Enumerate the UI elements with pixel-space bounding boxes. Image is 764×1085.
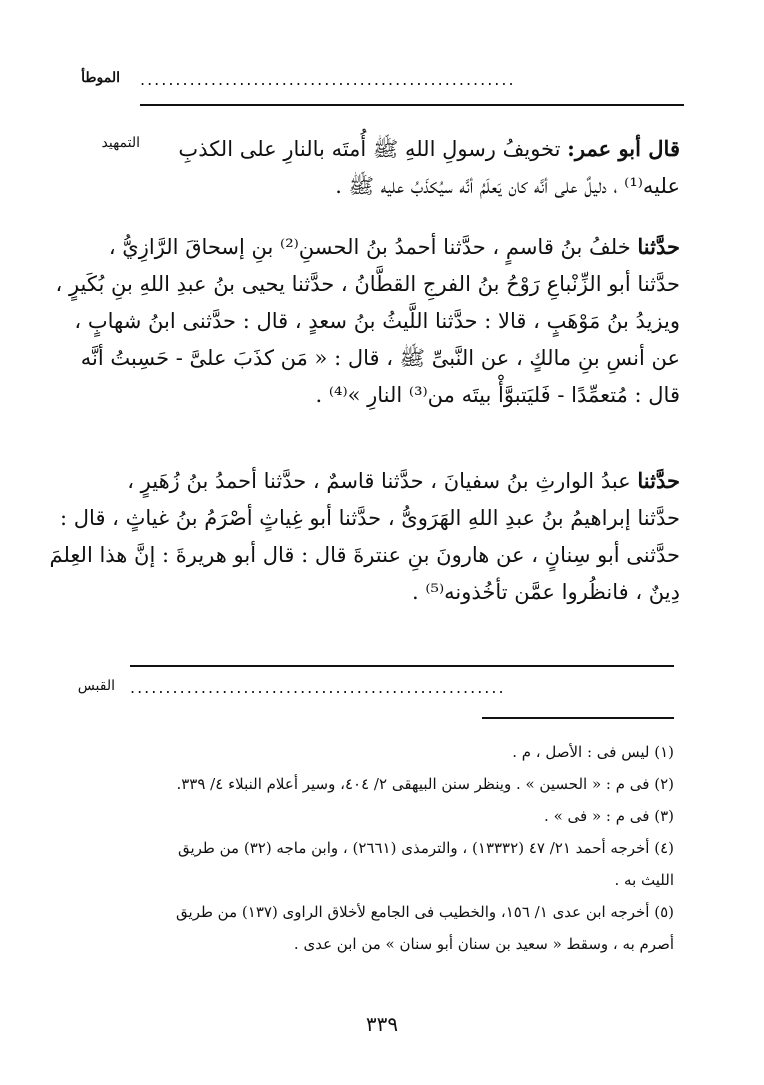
section-2-lead: حدَّثنا	[637, 234, 680, 259]
section-1-line-2: عليه⁽¹⁾ ، دليلٌ على أنَّه كان يَعلَمُ أنَّه سيُكذَبُ عليه ﷺ .	[335, 174, 680, 198]
footnote-4: (٤) أخرجه أحمد ٢١/ ٤٧ (١٣٣٣٢) ، والترمذى (٢٦٦١) ، وابن ماجه (٣٢) من طريق	[177, 839, 674, 857]
section-2-line-2: حدَّثنا أبو الزِّنْباعِ رَوْحُ بنُ الفرجِ القطَّانُ ، حدَّثنا يحيى بنُ عبدِ اللهِ بنِ بُكَيرٍ ،	[55, 272, 680, 296]
footnote-5-cont: أصرم به ، وسقط « سعيد بن سنان أبو سنان » من ابن عدى .	[293, 935, 674, 953]
page-number: ٣٣٩	[365, 1012, 399, 1036]
footnote-4-cont: الليث به .	[614, 871, 674, 889]
side-label-qabas: القبس	[77, 678, 115, 694]
header-rule	[140, 104, 684, 106]
qabas-dots: .....................................................	[130, 678, 506, 697]
side-label-tamheed: التمهيد	[101, 135, 140, 151]
section-1-line-1-text: تخويفُ رسولِ اللهِ ﷺ أُمتَه بالنارِ على الكذبِ	[178, 137, 561, 161]
section-3-line-2: حدَّثنا إبراهيمُ بنُ عبدِ اللهِ الهَرَوىُّ ، حدَّثنا أبو غِياثٍ أصْرَمُ بنُ غياثٍ ، قال :	[60, 506, 680, 530]
footnote-3: (٣) فى م : « فى » .	[544, 807, 674, 825]
footnotes	[130, 736, 674, 960]
section-1-lead: قال أبو عمر:	[567, 136, 680, 161]
section-1-line-1	[140, 130, 680, 168]
footnote-2: (٢) فى م : « الحسين » . وينظر سنن البيهقى ٢/ ٤٠٤، وسير أعلام النبلاء ٤/ ٣٣٩.	[176, 775, 674, 793]
section-3-line-1	[127, 462, 680, 500]
section-2	[55, 228, 680, 414]
section-2-line-1	[108, 228, 680, 266]
qabas-top-rule	[130, 665, 674, 667]
section-2-line-4: عن أنسِ بنِ مالكٍ ، عن النَّبىِّ ﷺ ، قال : « مَن كذَبَ علىَّ - حَسِبتُ أنَّه	[80, 346, 680, 370]
section-2-line-1-text: خلفُ بنُ قاسمٍ ، حدَّثنا أحمدُ بنُ الحسنِ⁽²⁾ بنِ إسحاقَ الرَّازِيُّ ،	[108, 235, 631, 259]
section-3	[49, 462, 680, 611]
section-2-line-5: قال : مُتعمِّدًا - فَليَتبوَّأْ بيتَه من⁽³⁾ النارِ »⁽⁴⁾ .	[315, 383, 680, 407]
footnote-1: (١) ليس فى : الأصل ، م .	[512, 743, 674, 761]
book-title: الموطأ	[81, 70, 120, 86]
section-2-line-3: ويزيدُ بنُ مَوْهَبٍ ، قالا : حدَّثنا اللَّيثُ بنُ سعدٍ ، قال : حدَّثنى ابنُ شهابٍ ،	[74, 309, 680, 333]
section-3-lead: حدَّثنا	[637, 468, 680, 493]
footnote-separator	[482, 717, 674, 719]
header-dots: .....................................................	[140, 70, 516, 89]
section-3-line-4: دِينٌ ، فانظُروا عمَّن تأخُذونه⁽⁵⁾ .	[412, 580, 680, 604]
section-3-line-3: حدَّثنى أبو سِنانٍ ، عن هارونَ بنِ عنترةَ قال : قال أبو هريرةَ : إنَّ هذا العِلمَ	[49, 543, 680, 567]
footnote-5: (٥) أخرجه ابن عدى ١/ ١٥٦، والخطيب فى الجامع لأخلاق الراوى (١٣٧) من طريق	[176, 903, 674, 921]
section-3-line-1-text: عبدُ الوارثِ بنُ سفيانَ ، حدَّثنا قاسمٌ ، حدَّثنا أحمدُ بنُ زُهَيرٍ ،	[127, 469, 631, 493]
section-1	[140, 130, 680, 205]
